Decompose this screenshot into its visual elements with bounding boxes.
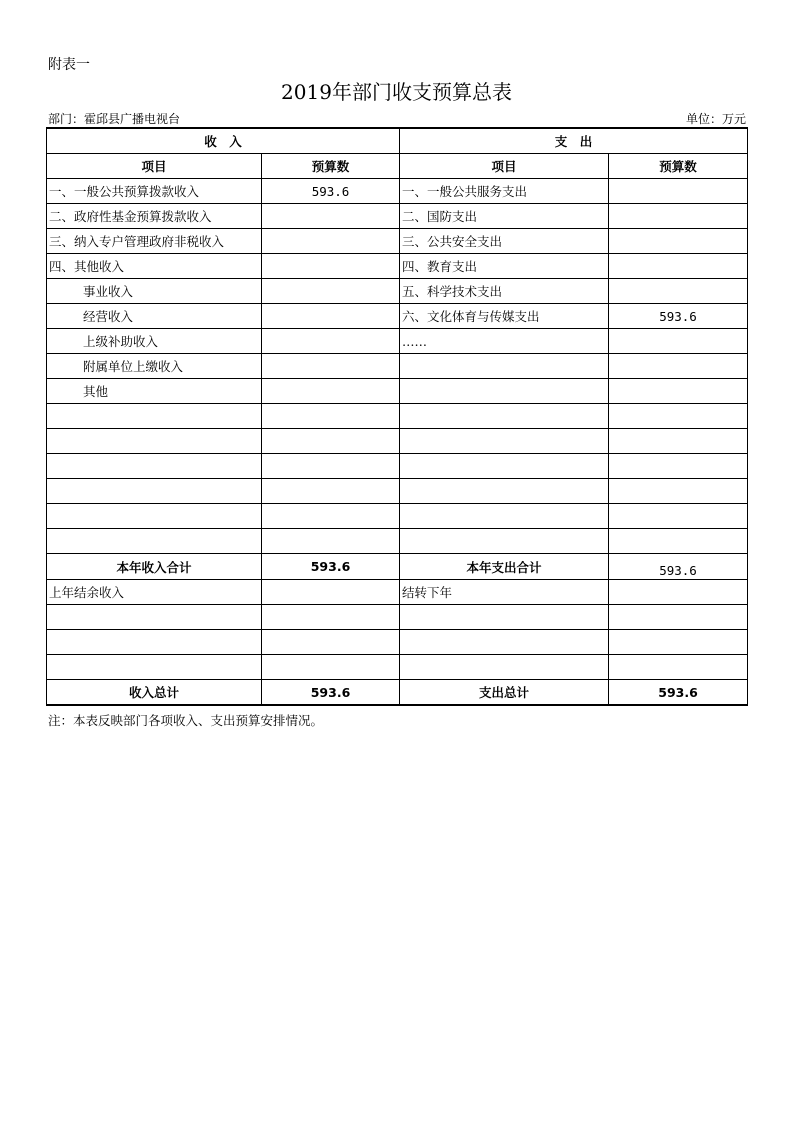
table-row [47, 529, 748, 554]
income-item: 上级补助收入 [47, 329, 262, 354]
prior-year-balance-amount [262, 580, 400, 605]
income-amount [262, 479, 400, 504]
expense-amount [609, 279, 748, 304]
expense-subtotal-amount: 593.6 [609, 554, 748, 580]
prior-year-balance-label: 上年结余收入 [47, 580, 262, 605]
page-title: 2019年部门收支预算总表 [281, 80, 512, 104]
income-item [47, 429, 262, 454]
expense-amount [609, 454, 748, 479]
table-row [47, 630, 748, 655]
expense-subtotal-label: 本年支出合计 [400, 554, 609, 580]
table-row [47, 354, 748, 379]
income-amount [262, 254, 400, 279]
expense-amount: 593.6 [609, 304, 748, 329]
table-row [47, 479, 748, 504]
unit-label: 单位：万元 [685, 112, 746, 126]
income-item [47, 529, 262, 554]
expense-item-header: 项目 [400, 154, 609, 179]
income-item: 三、纳入专户管理政府非税收入 [47, 229, 262, 254]
table-row [47, 429, 748, 454]
income-amount [262, 404, 400, 429]
table-row [47, 605, 748, 630]
income-item: 其他 [47, 379, 262, 404]
table-row [47, 504, 748, 529]
expense-amount [609, 254, 748, 279]
expense-item [400, 504, 609, 529]
expense-amount [609, 354, 748, 379]
expense-item: 六、文化体育与传媒支出 [400, 304, 609, 329]
expense-item: 三、公共安全支出 [400, 229, 609, 254]
expense-item [400, 404, 609, 429]
income-amount [262, 304, 400, 329]
income-amount [262, 379, 400, 404]
table-row [47, 254, 748, 279]
expense-item: 一、一般公共服务支出 [400, 179, 609, 204]
carry-forward-label: 结转下年 [400, 580, 609, 605]
income-budget-header: 预算数 [262, 154, 400, 179]
expense-amount [609, 504, 748, 529]
income-amount [262, 279, 400, 304]
expense-item: 二、国防支出 [400, 204, 609, 229]
expense-item: 四、教育支出 [400, 254, 609, 279]
table-row [47, 404, 748, 429]
income-amount [262, 454, 400, 479]
income-amount [262, 329, 400, 354]
expense-item [400, 354, 609, 379]
table-row [47, 454, 748, 479]
income-item [47, 605, 262, 630]
department-label: 部门：霍邱县广播电视台 [48, 112, 181, 126]
expense-amount [609, 204, 748, 229]
expense-amount [609, 379, 748, 404]
income-item [47, 504, 262, 529]
income-item: 二、政府性基金预算拨款收入 [47, 204, 262, 229]
expense-budget-header: 预算数 [609, 154, 748, 179]
expense-item: …… [400, 329, 609, 354]
income-item [47, 630, 262, 655]
income-amount: 593.6 [262, 179, 400, 204]
expense-item [400, 630, 609, 655]
income-item: 一、一般公共预算拨款收入 [47, 179, 262, 204]
expense-item [400, 429, 609, 454]
table-row [47, 179, 748, 204]
income-amount [262, 229, 400, 254]
expense-item [400, 605, 609, 630]
attachment-label: 附表一 [48, 57, 90, 73]
carry-row [47, 580, 748, 605]
expense-amount [609, 529, 748, 554]
table-row [47, 379, 748, 404]
budget-table [46, 127, 748, 706]
income-item [47, 454, 262, 479]
income-amount [262, 504, 400, 529]
table-row [47, 304, 748, 329]
subtotal-row [47, 554, 748, 580]
table-row [47, 329, 748, 354]
expense-item [400, 479, 609, 504]
income-subtotal-label: 本年收入合计 [47, 554, 262, 580]
income-item: 四、其他收入 [47, 254, 262, 279]
meta-row [48, 110, 746, 127]
expense-amount [609, 404, 748, 429]
table-row [47, 229, 748, 254]
expense-item [400, 379, 609, 404]
income-item: 附属单位上缴收入 [47, 354, 262, 379]
expense-item: 五、科学技术支出 [400, 279, 609, 304]
expense-amount [609, 229, 748, 254]
income-total-label: 收入总计 [47, 680, 262, 706]
income-subtotal-amount: 593.6 [262, 554, 400, 580]
table-row [47, 204, 748, 229]
income-amount [262, 429, 400, 454]
expense-amount [609, 179, 748, 204]
expense-amount [609, 605, 748, 630]
expense-amount [609, 630, 748, 655]
expense-section-header: 支 出 [400, 128, 748, 154]
income-amount [262, 529, 400, 554]
income-item: 经营收入 [47, 304, 262, 329]
income-amount [262, 204, 400, 229]
expense-item [400, 529, 609, 554]
income-amount [262, 655, 400, 680]
expense-total-label: 支出总计 [400, 680, 609, 706]
income-item-header: 项目 [47, 154, 262, 179]
carry-forward-amount [609, 580, 748, 605]
expense-item [400, 655, 609, 680]
expense-amount [609, 655, 748, 680]
expense-item [400, 454, 609, 479]
column-header-row [47, 154, 748, 179]
expense-amount [609, 479, 748, 504]
income-item [47, 479, 262, 504]
income-section-header: 收 入 [47, 128, 400, 154]
table-row [47, 279, 748, 304]
expense-amount [609, 429, 748, 454]
expense-total-amount: 593.6 [609, 680, 748, 706]
income-amount [262, 605, 400, 630]
income-total-amount: 593.6 [262, 680, 400, 706]
section-header-row [47, 128, 748, 154]
income-item [47, 655, 262, 680]
income-amount [262, 630, 400, 655]
footnote: 注：本表反映部门各项收入、支出预算安排情况。 [48, 713, 324, 728]
table-row [47, 655, 748, 680]
expense-amount [609, 329, 748, 354]
total-row [47, 680, 748, 706]
income-item [47, 404, 262, 429]
income-item: 事业收入 [47, 279, 262, 304]
income-amount [262, 354, 400, 379]
